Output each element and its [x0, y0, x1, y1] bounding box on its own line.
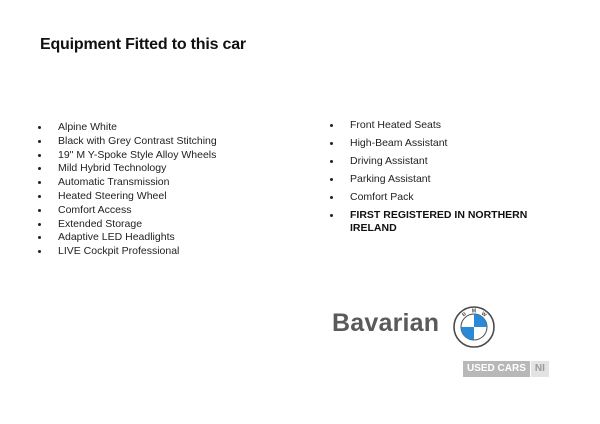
equipment-list-right [330, 119, 540, 240]
list-item: 19" M Y-Spoke Style Alloy Wheels [38, 149, 217, 163]
list-item: Comfort Access [38, 204, 217, 218]
list-item: Front Heated Seats [330, 119, 540, 132]
bmw-logo-icon [453, 306, 495, 348]
list-item: Driving Assistant [330, 155, 540, 168]
list-item: Heated Steering Wheel [38, 190, 217, 204]
logo-letter: M [471, 308, 477, 315]
list-item: Adaptive LED Headlights [38, 231, 217, 245]
used-cars-label: USED CARS [463, 361, 530, 377]
list-item: High-Beam Assistant [330, 137, 540, 150]
list-item: Parking Assistant [330, 173, 540, 186]
region-label: NI [531, 361, 549, 377]
registration-note: FIRST REGISTERED IN NORTHERN IRELAND [330, 209, 540, 235]
used-cars-badge [463, 361, 549, 377]
equipment-list-left [38, 121, 217, 259]
list-item: Comfort Pack [330, 191, 540, 204]
list-item: Black with Grey Contrast Stitching [38, 135, 217, 149]
list-item: Alpine White [38, 121, 217, 135]
list-item: Automatic Transmission [38, 176, 217, 190]
list-item: LIVE Cockpit Professional [38, 245, 217, 259]
list-item: Extended Storage [38, 218, 217, 232]
logo-letter: W [479, 310, 488, 319]
page-title: Equipment Fitted to this car [40, 36, 246, 53]
bavarian-wordmark: Bavarian [332, 309, 440, 337]
logo-letter: B [461, 311, 468, 319]
list-item: Mild Hybrid Technology [38, 162, 217, 176]
